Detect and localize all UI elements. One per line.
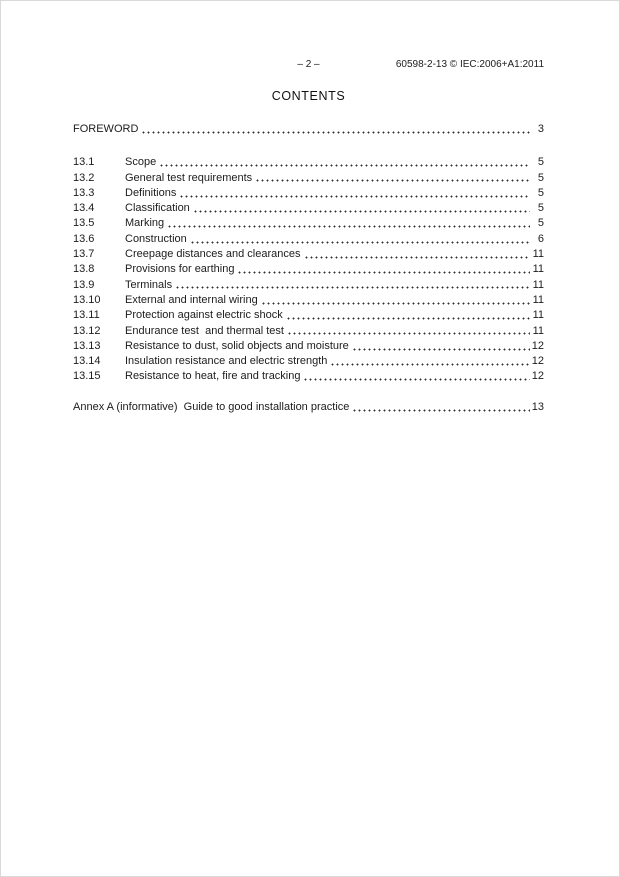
dot-leader xyxy=(190,232,530,247)
toc-entry xyxy=(73,201,544,216)
dot-leader xyxy=(175,278,530,293)
toc-entry-page-number: 5 xyxy=(537,202,544,215)
dot-leader xyxy=(141,122,530,137)
toc-entry xyxy=(73,262,544,277)
toc-entry xyxy=(73,232,544,247)
toc-entry-number: 13.12 xyxy=(73,324,101,337)
toc-entry-page-number: 11 xyxy=(532,309,544,322)
toc-entry-page-number: 11 xyxy=(532,293,544,306)
dot-leader xyxy=(352,400,529,415)
toc-entry-title: Creepage distances and clearances xyxy=(125,248,301,261)
toc-entry-number: 13.2 xyxy=(73,171,95,184)
toc-entry-title: Protection against electric shock xyxy=(125,309,283,322)
dot-leader xyxy=(159,155,530,170)
toc-entry xyxy=(73,293,544,308)
annex-page-number: 13 xyxy=(531,400,544,413)
toc-entry-page-number: 11 xyxy=(532,324,544,337)
dot-leader xyxy=(179,186,530,201)
annex-label: Annex A (informative) Guide to good installation practice xyxy=(73,400,350,413)
toc-entry-number: 13.8 xyxy=(73,263,95,276)
toc-entry xyxy=(73,354,544,369)
contents-title: CONTENTS xyxy=(271,89,346,103)
toc-entry-page-number: 5 xyxy=(537,217,544,230)
dot-leader xyxy=(330,354,529,369)
dot-leader xyxy=(261,293,530,308)
foreword-page-number: 3 xyxy=(537,123,544,135)
toc-entry-page-number: 11 xyxy=(532,278,544,291)
foreword-label: FOREWORD xyxy=(73,123,139,135)
toc-entry-title: Resistance to dust, solid objects and moisture xyxy=(125,339,349,352)
toc-entry-title: Marking xyxy=(125,217,165,230)
toc-entry-title: Resistance to heat, fire and tracking xyxy=(125,370,301,383)
toc-entry-title: Insulation resistance and electric strength xyxy=(125,355,328,368)
page-header xyxy=(73,59,544,73)
toc-entry xyxy=(73,324,544,339)
toc-entry-title: Provisions for earthing xyxy=(125,263,235,276)
toc-entry xyxy=(73,171,544,186)
dot-leader xyxy=(237,262,530,277)
toc-entry-title: Construction xyxy=(125,232,187,245)
toc-entry xyxy=(73,247,544,262)
toc-entry xyxy=(73,308,544,323)
dot-leader xyxy=(287,324,530,339)
toc-entry-number: 13.1 xyxy=(73,156,95,169)
toc-entry xyxy=(73,155,544,170)
toc-entry-number: 13.4 xyxy=(73,202,95,215)
toc-entry-title: External and internal wiring xyxy=(125,293,258,306)
toc-entry-number: 13.15 xyxy=(73,370,101,383)
toc-entry xyxy=(73,278,544,293)
toc-entry-title: Scope xyxy=(125,156,157,169)
toc-entry xyxy=(73,369,544,384)
toc-entry xyxy=(73,186,544,201)
toc-list xyxy=(73,155,544,384)
toc-entry-title: Definitions xyxy=(125,186,177,199)
toc-entry-number: 13.10 xyxy=(73,293,101,306)
toc-entry-number: 13.6 xyxy=(73,232,95,245)
dot-leader xyxy=(255,171,530,186)
toc-entry-page-number: 11 xyxy=(532,263,544,276)
annex-entry xyxy=(73,400,544,415)
document-page xyxy=(1,1,619,876)
dot-leader xyxy=(304,247,530,262)
dot-leader xyxy=(352,339,530,354)
dot-leader xyxy=(193,201,530,216)
toc-entry-page-number: 12 xyxy=(531,355,544,368)
dot-leader xyxy=(286,308,530,323)
toc-entry-title: Endurance test and thermal test xyxy=(125,324,284,337)
toc-entry-number: 13.11 xyxy=(73,309,100,322)
toc-entry-page-number: 5 xyxy=(537,156,544,169)
toc-entry-number: 13.7 xyxy=(73,248,95,261)
toc-entry-number: 13.5 xyxy=(73,217,95,230)
toc-entry xyxy=(73,339,544,354)
dot-leader xyxy=(303,369,529,384)
header-doc-reference: 60598-2-13 © IEC:2006+A1:2011 xyxy=(395,59,544,70)
toc-entry-title: Terminals xyxy=(125,278,173,291)
toc-entry-number: 13.3 xyxy=(73,186,95,199)
toc-entry-title: General test requirements xyxy=(125,171,253,184)
toc-entry-page-number: 5 xyxy=(537,186,544,199)
toc-entry-page-number: 5 xyxy=(537,171,544,184)
foreword-entry xyxy=(73,122,544,137)
toc-entry-number: 13.13 xyxy=(73,339,101,352)
toc-entry xyxy=(73,216,544,231)
dot-leader xyxy=(167,216,530,231)
toc-entry-page-number: 12 xyxy=(531,339,544,352)
toc-entry-page-number: 12 xyxy=(531,370,544,383)
header-page-number: – 2 – xyxy=(297,59,320,70)
toc-entry-number: 13.9 xyxy=(73,278,95,291)
toc-entry-page-number: 11 xyxy=(532,248,544,261)
toc-entry-page-number: 6 xyxy=(537,232,544,245)
toc-entry-number: 13.14 xyxy=(73,355,101,368)
toc-entry-title: Classification xyxy=(125,202,190,215)
